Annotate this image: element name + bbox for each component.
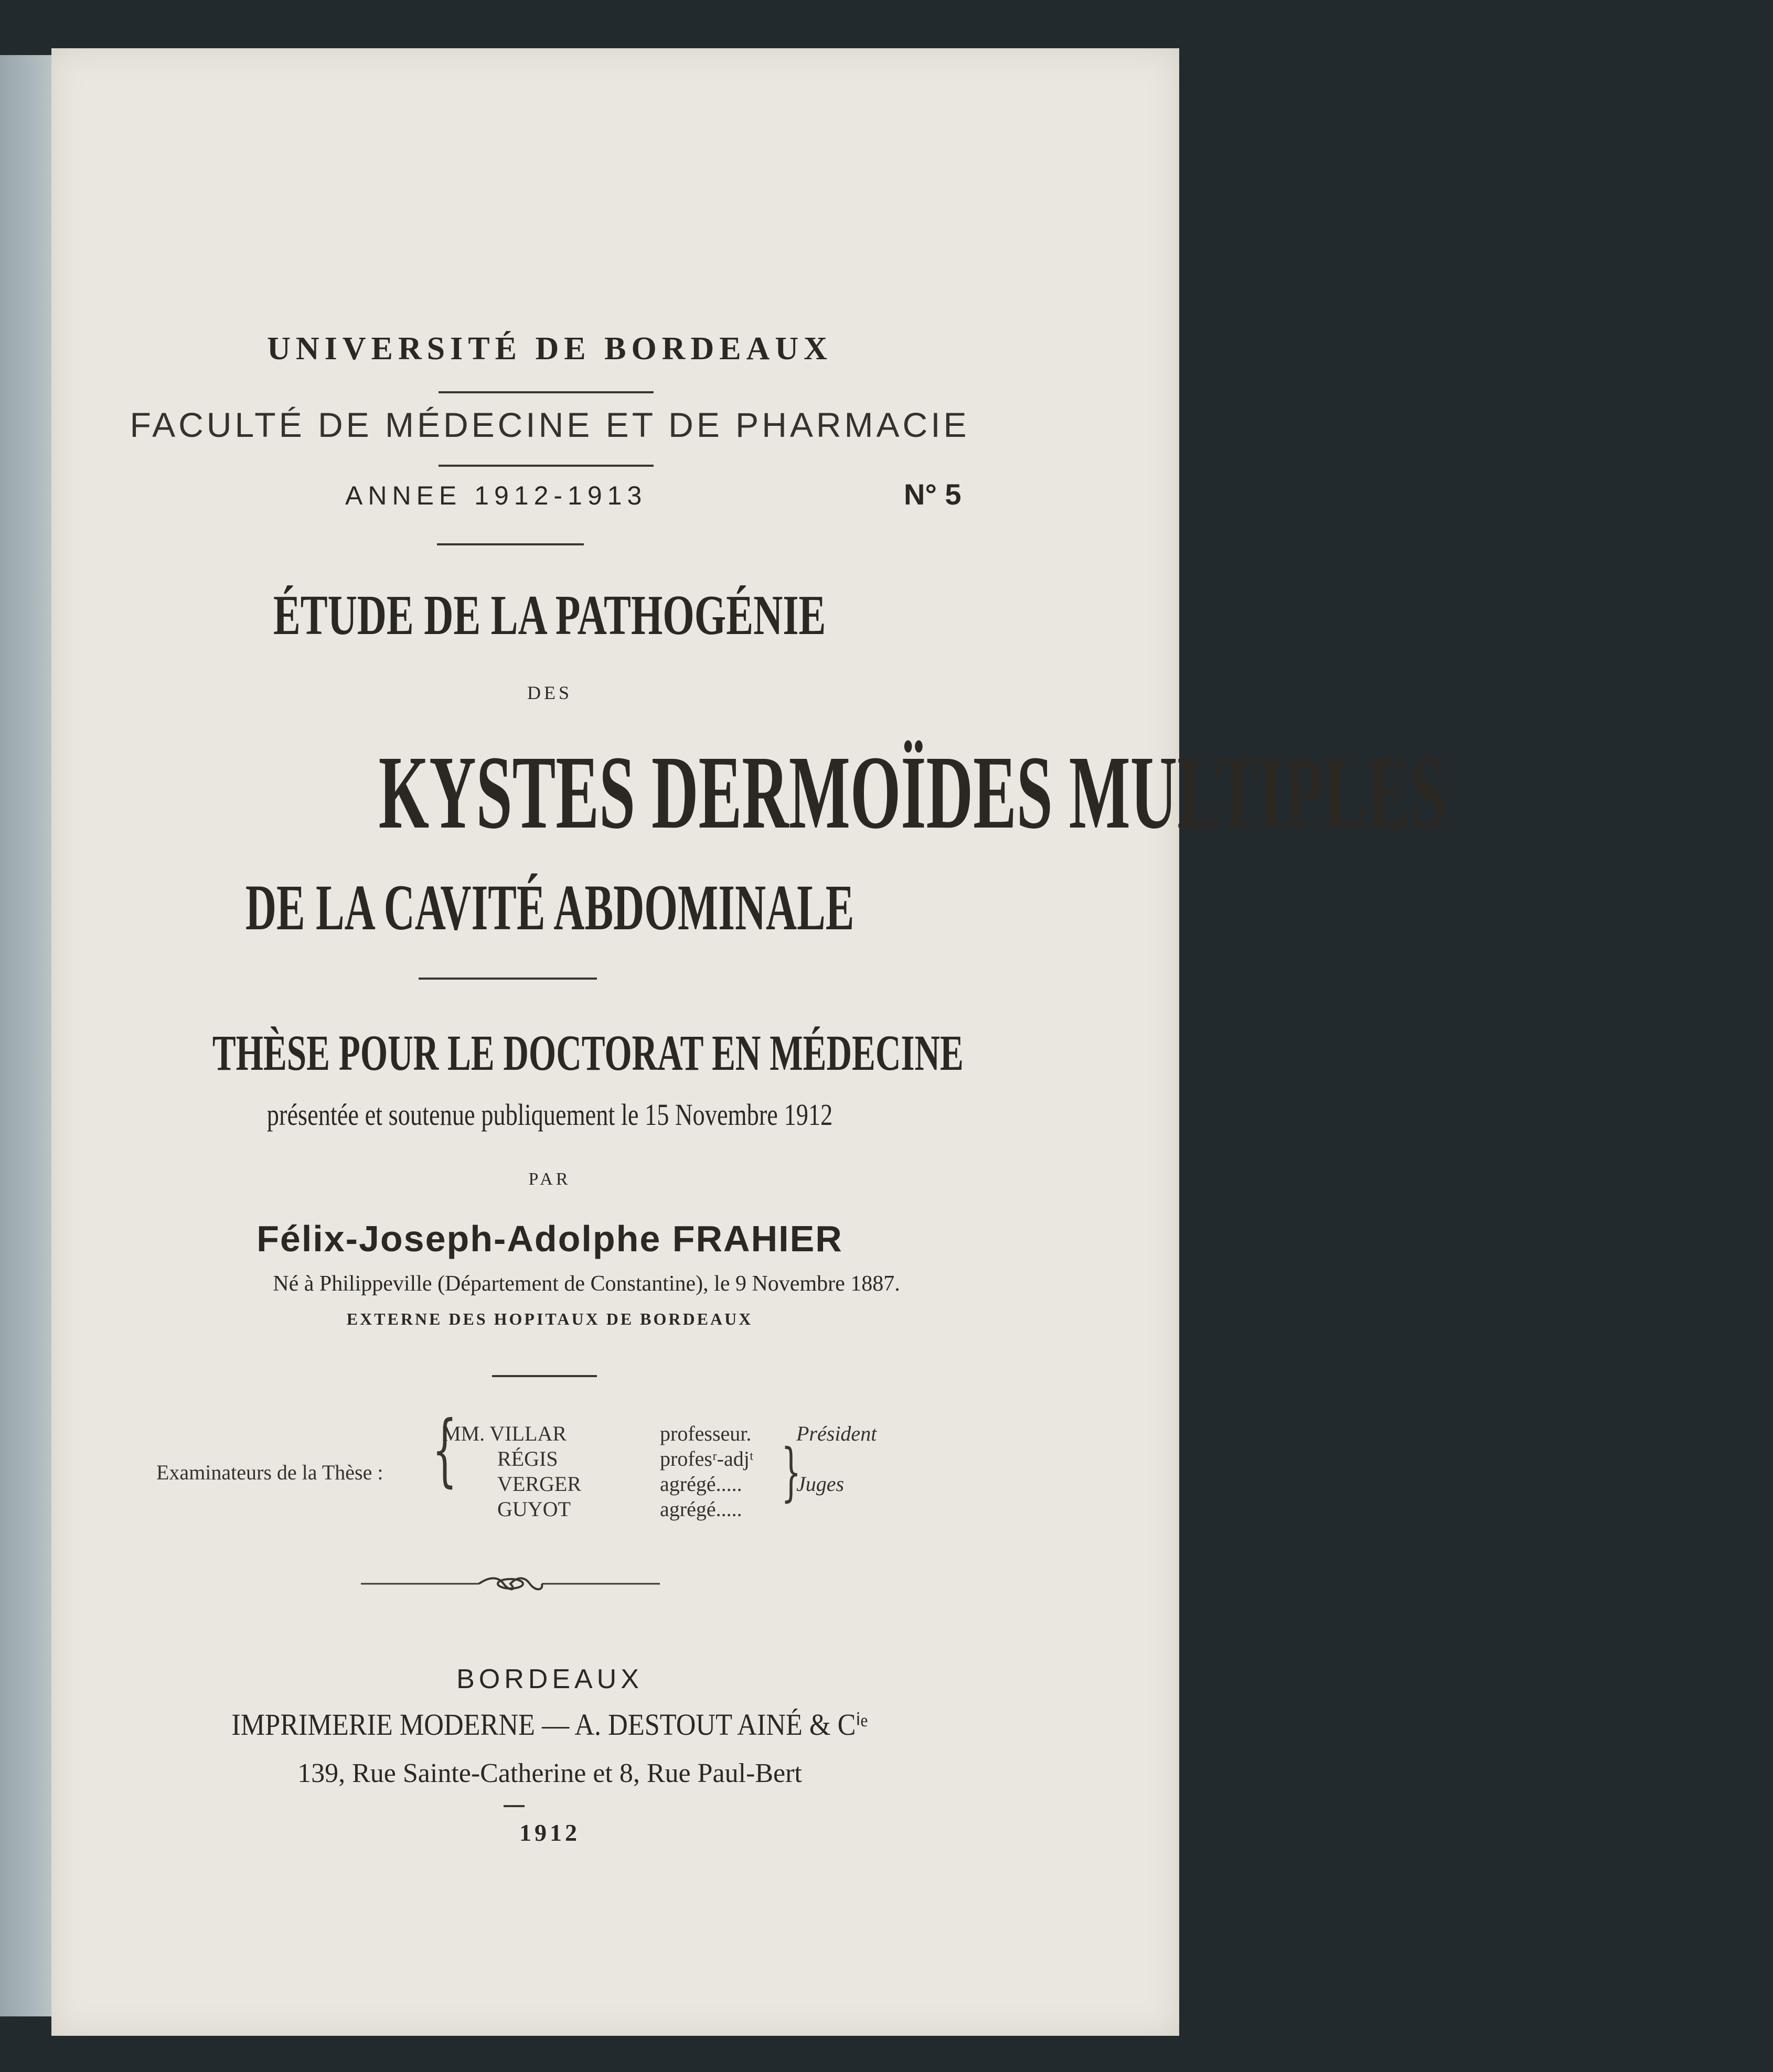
publication-year: 1912 [519, 1819, 580, 1846]
publication-city: BORDEAUX [456, 1664, 643, 1694]
author-position: EXTERNE DES HOPITAUX DE BORDEAUX [346, 1309, 753, 1328]
examiner-title: agrégé..... [660, 1497, 742, 1521]
printer-name: IMPRIMERIE MODERNE — A. DESTOUT AINÉ & Cⁱᵉ [231, 1708, 868, 1742]
divider [419, 978, 597, 980]
divider [439, 465, 654, 467]
examiner-name: MM. VILLAR [442, 1422, 567, 1445]
divider [492, 1375, 597, 1377]
examiner-name: VERGER [497, 1472, 581, 1496]
by-label: PAR [528, 1169, 571, 1189]
divider [437, 543, 584, 545]
ornament-divider [361, 1573, 660, 1594]
divider [439, 391, 654, 393]
examiner-title: agrégé..... [660, 1472, 742, 1496]
presentation-date: présentée et soutenue publiquement le 15 Novembre 1912 [266, 1098, 833, 1132]
examiners-label: Examinateurs de la Thèse : [156, 1461, 383, 1484]
right-brace: } [781, 1436, 802, 1509]
title-line-1: ÉTUDE DE LA PATHOGÉNIE [273, 584, 826, 647]
thesis-number: N° 5 [904, 478, 962, 511]
author-birth: Né à Philippeville (Département de Constantine), le 9 Novembre 1887. [273, 1272, 900, 1296]
examiner-title: professeur. [660, 1422, 752, 1445]
president-label: Président [796, 1422, 877, 1445]
title-connector: DES [527, 682, 572, 703]
thesis-heading: THÈSE POUR LE DOCTORAT EN MÉDECINE [212, 1025, 964, 1081]
adjacent-page-edge [0, 55, 57, 2016]
university-name: UNIVERSITÉ DE BORDEAUX [267, 331, 832, 367]
faculty-name: FACULTÉ DE MÉDECINE ET DE PHARMACIE [130, 405, 970, 444]
title-line-3: DE LA CAVITÉ ABDOMINALE [245, 872, 855, 943]
examiner-title: profesʳ-adjᵗ [660, 1447, 754, 1470]
author-name: Félix-Joseph-Adolphe FRAHIER [257, 1218, 843, 1259]
left-brace: { [432, 1404, 457, 1496]
title-page [51, 48, 1446, 2036]
divider [504, 1805, 525, 1807]
academic-year: ANNEE 1912-1913 [345, 481, 647, 510]
examiner-name: RÉGIS [497, 1447, 558, 1470]
judges-label: Juges [796, 1472, 845, 1496]
printer-address: 139, Rue Sainte-Catherine et 8, Rue Paul-Bert [297, 1758, 802, 1788]
examiner-name: GUYOT [497, 1497, 571, 1521]
title-line-2: KYSTES DERMOÏDES MULTIPLES [378, 735, 1446, 851]
